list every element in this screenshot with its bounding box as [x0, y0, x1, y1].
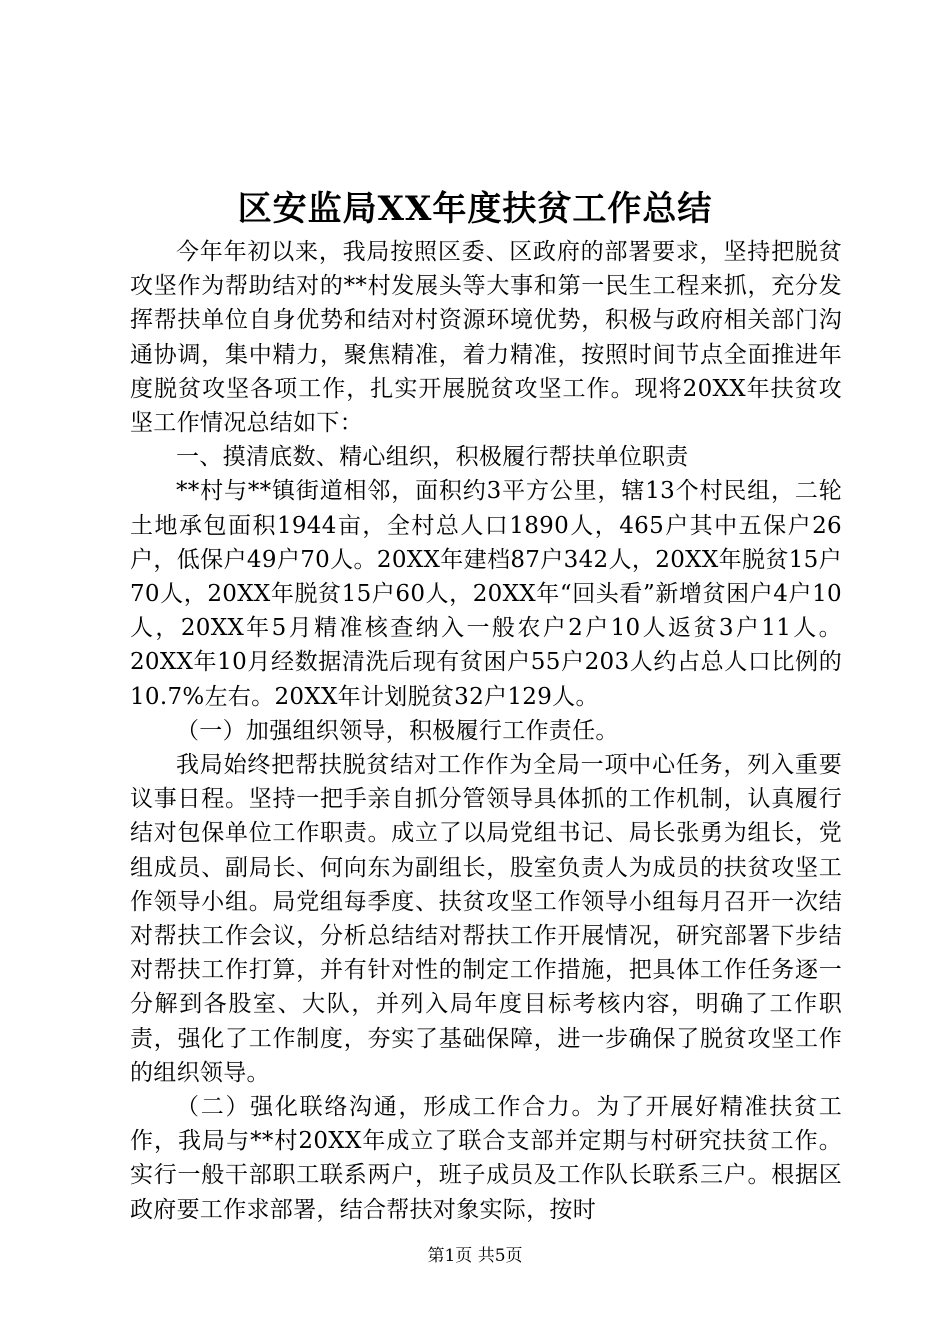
section-heading-1: 一、摸清底数、精心组织，积极履行帮扶单位职责 — [176, 444, 689, 471]
paragraph-liaison-communication: （二）强化联络沟通，形成工作合力。为了开展好精准扶贫工作，我局与**村20XX年成立了联合支部并定期与村研究扶贫工作。实行一般干部职工联系两户，班子成员及工作队长联系三户。根据区政府要工作求部署，结合帮扶对象实际，按时 — [130, 1094, 842, 1223]
paragraph-village-overview: **村与**镇街道相邻，面积约3平方公里，辖13个村民组，二轮土地承包面积1944亩，全村总人口1890人，465户其中五保户26户，低保户49户70人。20XX年建档87户342人，20XX年脱贫15户70人，20XX年脱贫15户60人，20XX年“回头看”新增贫困户4户10人，20XX年5月精准核查纳入一般农户2户10人返贫3户11人。20XX年10月经数据清洗后现有贫困户55户203人约占总人口比例的10.7%左右。20XX年计划脱贫32户129人。 — [130, 478, 842, 710]
paragraph-organization-leadership: 我局始终把帮扶脱贫结对工作作为全局一项中心任务，列入重要议事日程。坚持一把手亲自抓分管领导具体抓的工作机制，认真履行结对包保单位工作职责。成立了以局党组书记、局长张勇为组长，党组成员、副局长、何向东为副组长，股室负责人为成员的扶贫攻坚工作领导小组。局党组每季度、扶贫攻坚工作领导小组每月召开一次结对帮扶工作会议，分析总结结对帮扶工作开展情况，研究部署下步结对帮扶工作打算，并有针对性的制定工作措施，把具体工作任务逐一分解到各股室、大队，并列入局年度目标考核内容，明确了工作职责，强化了工作制度，夯实了基础保障，进一步确保了脱贫攻坚工作的组织领导。 — [130, 752, 842, 1086]
paragraph-intro: 今年年初以来，我局按照区委、区政府的部署要求，坚持把脱贫攻坚作为帮助结对的**村发展头等大事和第一民生工程来抓，充分发挥帮扶单位自身优势和结对村资源环境优势，积极与政府相关部门沟通协调，集中精力，聚焦精准，着力精准，按照时间节点全面推进年度脱贫攻坚各项工作，扎实开展脱贫攻坚工作。现将20XX年扶贫攻坚工作情况总结如下： — [130, 239, 842, 437]
document-body — [130, 235, 842, 1227]
page-number-footer: 第1页 共5页 — [427, 1246, 523, 1266]
subsection-heading-1: （一）加强组织领导，积极履行工作责任。 — [176, 717, 619, 744]
document-title: 区安监局XX年度扶贫工作总结 — [237, 189, 713, 229]
